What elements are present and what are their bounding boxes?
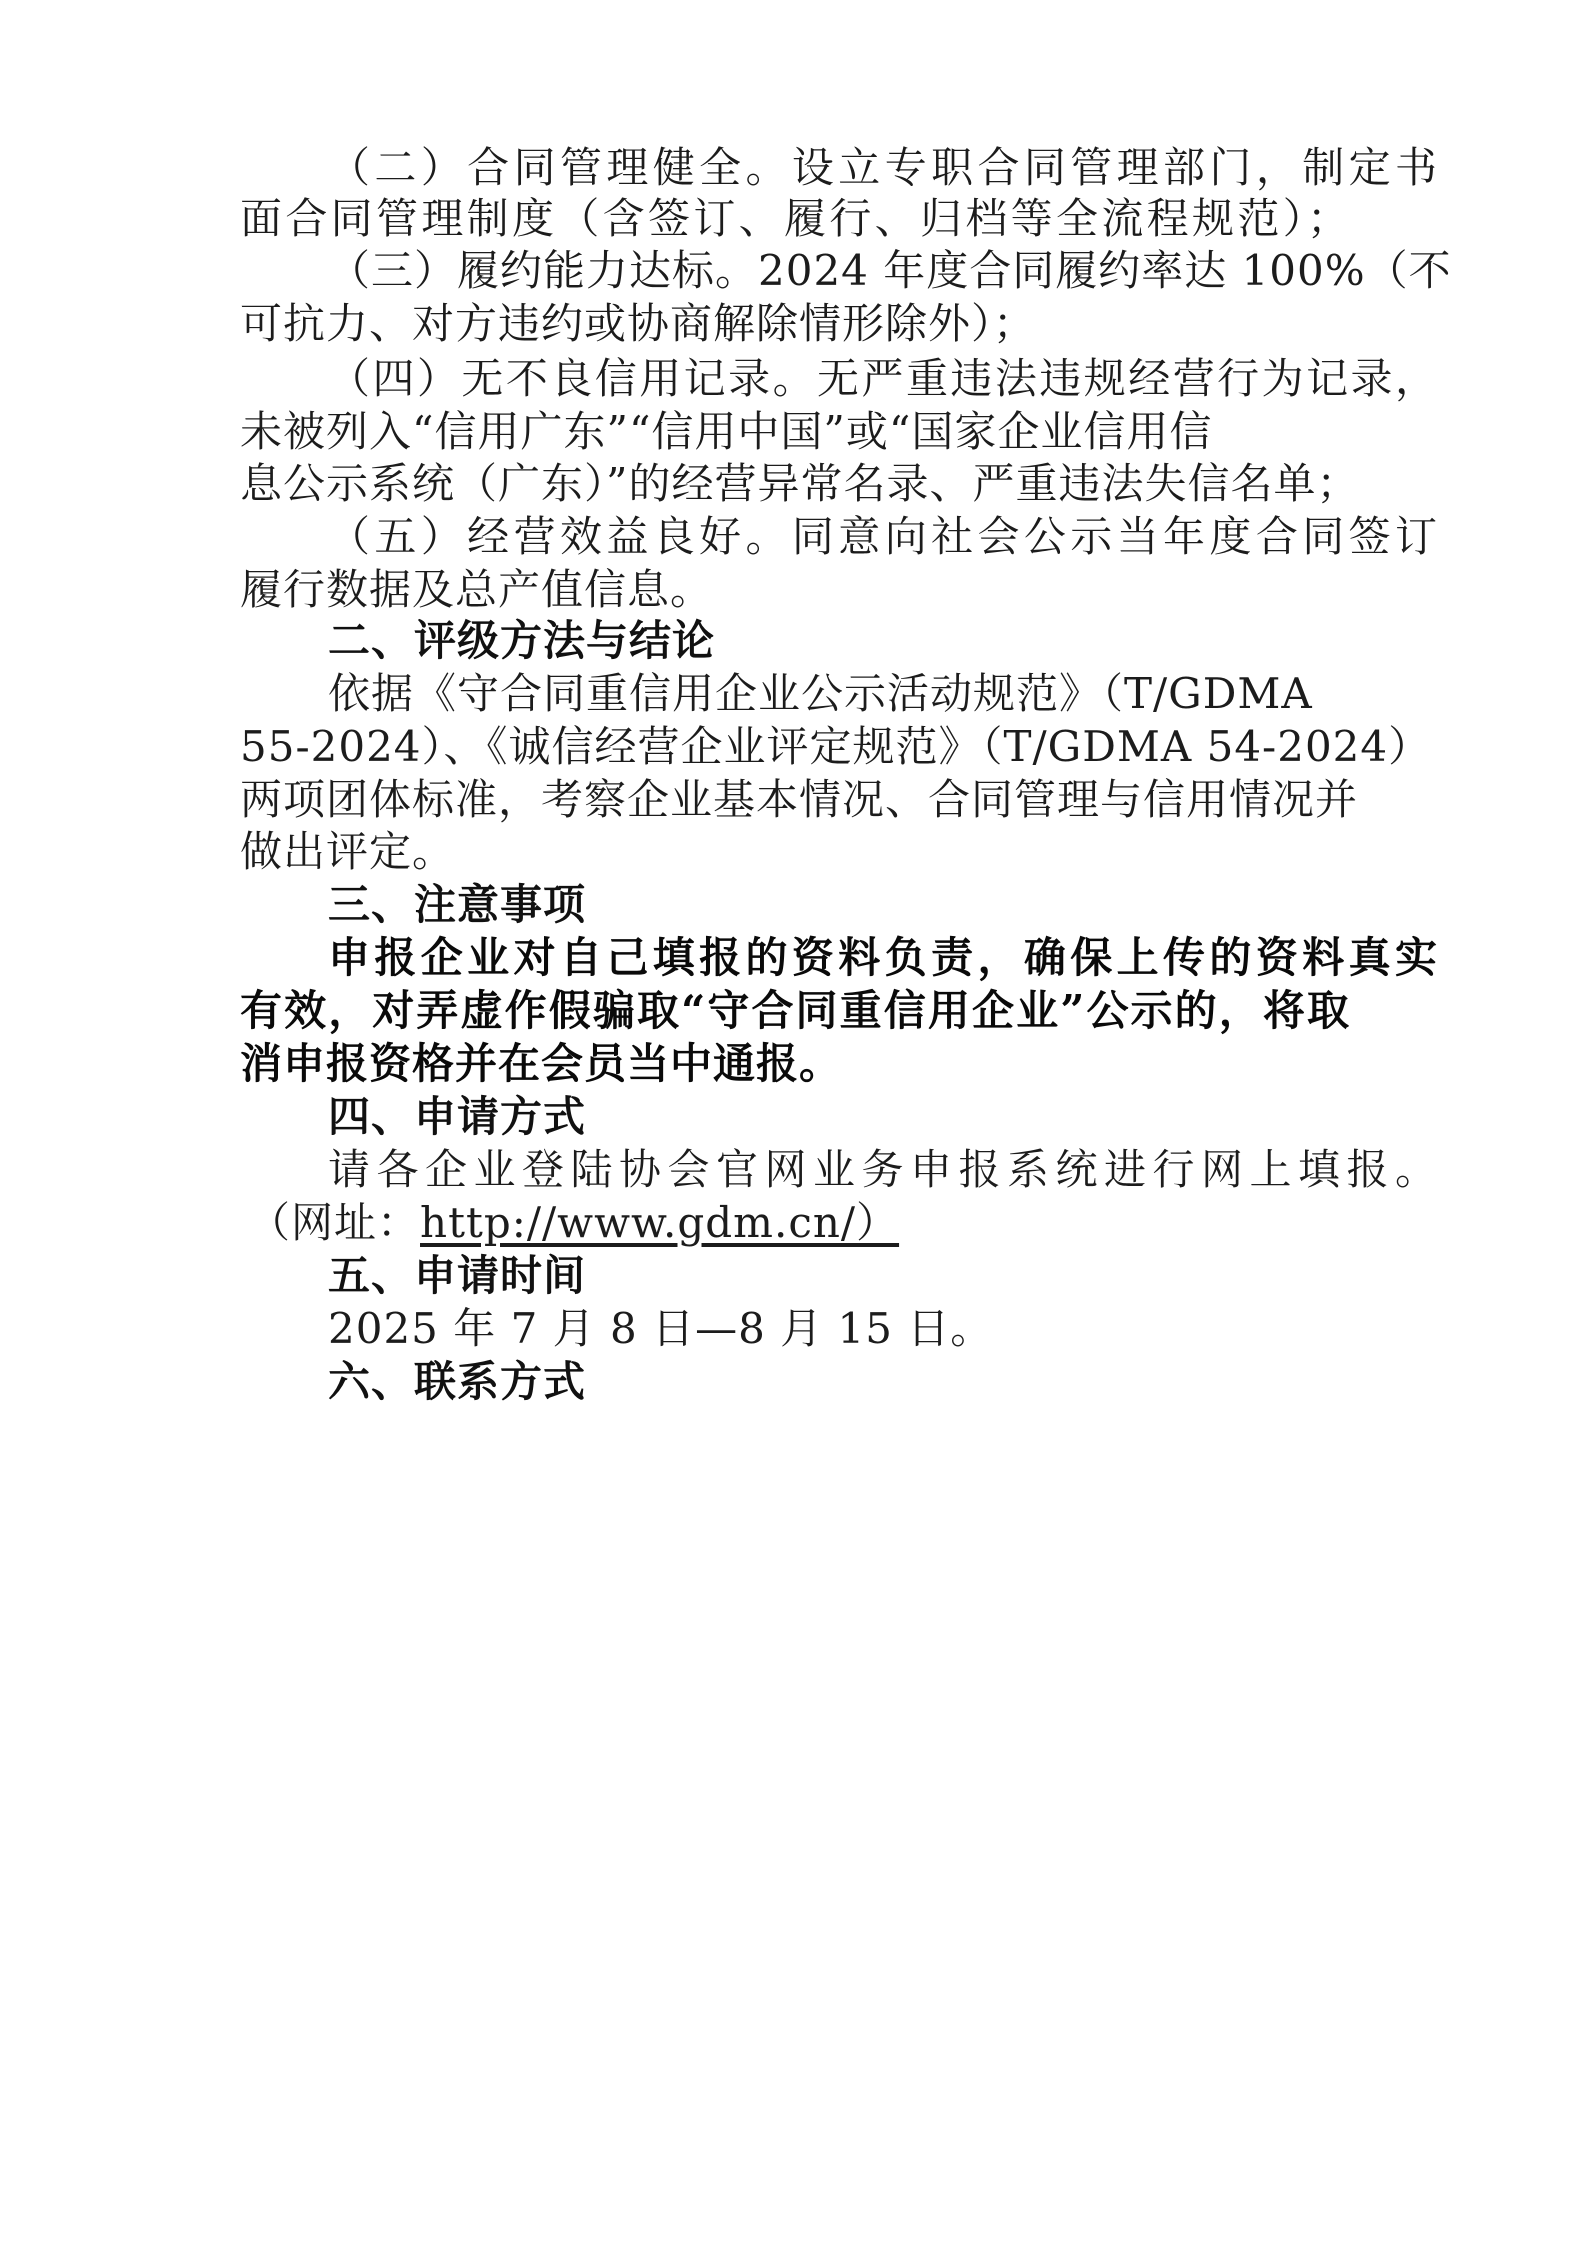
paragraph-line: 履行数据及总产值信息。 [240,565,714,614]
paragraph-line: 面合同管理制度（含签订、履行、归档等全流程规范）； [240,194,1350,243]
paragraph-line: （二）合同管理健全。设立专职合同管理部门，制定书 [328,143,1438,192]
url-line [248,1193,899,1253]
paragraph-line: 两项团体标准，考察企业基本情况、合同管理与信用情况并 [240,775,1359,824]
paragraph-line: （五）经营效益良好。同意向社会公示当年度合同签订 [328,512,1438,561]
section-heading: 五、申请时间 [328,1251,587,1300]
paragraph-line: 申报企业对自己填报的资料负责，确保上传的资料真实 [328,933,1438,982]
website-link[interactable]: http://www.gdm.cn/） [420,1198,900,1247]
paragraph-line: 息公示系统（广东）”的经营异常名录、严重违法失信名单； [240,459,1360,508]
paragraph-line: 依据《守合同重信用企业公示活动规范》（T/GDMA [328,669,1313,718]
paragraph-line: 55-2024）、《诚信经营企业评定规范》（T/GDMA 54-2024） [240,722,1432,771]
paragraph-line: （三）履约能力达标。2024 年度合同履约率达 100%（不 [328,246,1452,295]
section-heading: 三、注意事项 [328,880,587,929]
paragraph-line: 有效，对弄虚作假骗取“守合同重信用企业”公示的，将取 [240,986,1350,1035]
paragraph-line: 未被列入“信用广东”“信用中国”或“国家企业信用信 [240,407,1213,456]
paragraph-line: （四）无不良信用记录。无严重违法违规经营行为记录， [328,354,1438,403]
section-heading: 二、评级方法与结论 [328,616,716,665]
paragraph-line: 消申报资格并在会员当中通报。 [240,1039,843,1088]
paragraph-line: 请各企业登陆协会官网业务申报系统进行网上填报。 [328,1145,1438,1194]
section-heading: 六、联系方式 [328,1357,587,1406]
paragraph-line: 2025 年 7 月 8 日—8 月 15 日。 [328,1304,994,1353]
url-prefix: （网址： [248,1198,421,1247]
paragraph-line: 做出评定。 [240,827,456,876]
paragraph-line: 可抗力、对方违约或协商解除情形除外）； [240,299,1037,348]
section-heading: 四、申请方式 [328,1092,587,1141]
